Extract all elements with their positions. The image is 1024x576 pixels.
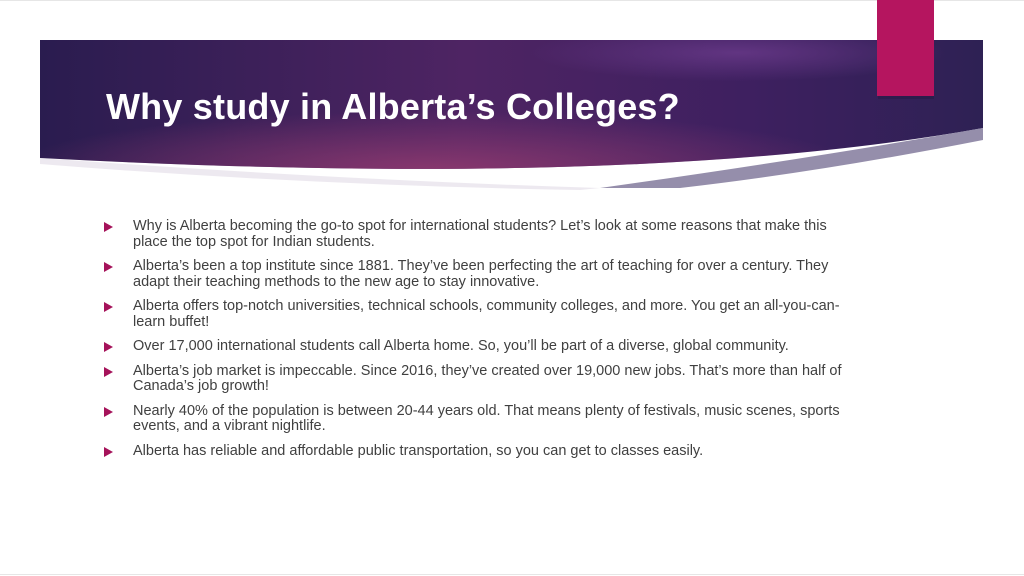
triangle-bullet-icon	[104, 367, 113, 377]
bullet-text: Alberta offers top-notch universities, technical schools, community colleges, and more. You get an all-you-can-learn buffet!	[133, 298, 840, 330]
accent-tab-shadow	[878, 96, 934, 99]
bullet-text: Alberta’s job market is impeccable. Since 2016, they’ve created over 19,000 new jobs. That’s more than half of Canada’s job growth!	[133, 362, 842, 394]
bullet-list	[104, 219, 864, 468]
bullet-item	[104, 219, 864, 250]
top-border	[0, 0, 1024, 1]
bullet-item	[104, 444, 864, 460]
bullet-item	[104, 404, 864, 435]
bullet-text: Alberta has reliable and affordable public transportation, so you can get to classes easily.	[133, 442, 704, 459]
bullet-text: Over 17,000 international students call Alberta home. So, you’ll be part of a diverse, global community.	[133, 338, 789, 354]
bullet-text: Alberta’s been a top institute since 1881. They’ve been perfecting the art of teaching for over a century. They adapt their teaching methods to the new age to stay innovative.	[133, 258, 829, 290]
triangle-bullet-icon	[104, 342, 113, 352]
triangle-bullet-icon	[104, 407, 113, 417]
bullet-item	[104, 259, 864, 290]
bullet-text: Why is Alberta becoming the go-to spot for international students? Let’s look at some reasons that make this place the top spot for Indian students.	[133, 218, 827, 250]
bullet-item	[104, 364, 864, 395]
accent-tab	[877, 0, 934, 96]
triangle-bullet-icon	[104, 447, 113, 457]
triangle-bullet-icon	[104, 222, 113, 232]
bullet-item	[104, 339, 864, 355]
bullet-item	[104, 299, 864, 330]
triangle-bullet-icon	[104, 262, 113, 272]
triangle-bullet-icon	[104, 302, 113, 312]
slide-title: Why study in Alberta’s Colleges?	[106, 86, 680, 127]
bottom-border	[0, 574, 1024, 575]
bullet-text: Nearly 40% of the population is between 20-44 years old. That means plenty of festivals, music scenes, sports events, and a vibrant nightlife.	[133, 402, 840, 434]
